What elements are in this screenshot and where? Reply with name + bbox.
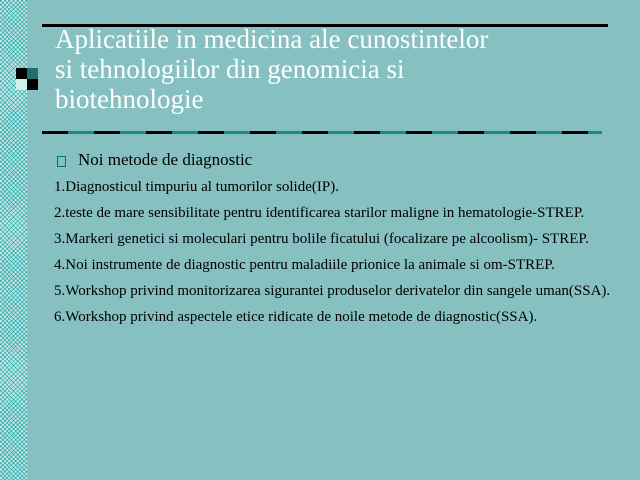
slide-body — [54, 150, 614, 335]
section-heading-text: Noi metode de diagnostic — [78, 150, 253, 169]
title-underline — [42, 131, 602, 134]
list-item-4: 4.Noi instrumente de diagnostic pentru maladiile prionice la animale si om-STREP. — [54, 257, 555, 273]
square-bullet-icon — [57, 156, 66, 167]
list-item-6: 6.Workshop privind aspectele etice ridicate de noile metode de diagnostic(SSA). — [54, 309, 538, 325]
title-line-1: Aplicatiile in medicina ale cunostintelor — [55, 24, 489, 54]
title-line-2: si tehnologiilor din genomicia si — [55, 54, 405, 84]
list-item-2: 2.teste de mare sensibilitate pentru identificarea starilor maligne in hematologie-STREP. — [54, 205, 585, 221]
list-item-5: 5.Workshop privind monitorizarea sigurantei produselor derivatelor din sangele uman(SSA). — [54, 283, 611, 299]
title-line-3: biotehnologie — [55, 84, 204, 114]
list-item-3: 3.Markeri genetici si moleculari pentru bolile ficatului (focalizare pe alcoolism)- STREP. — [54, 231, 589, 247]
section-heading — [54, 150, 614, 170]
list-item-1: 1.Diagnosticul timpuriu al tumorilor solide(IP). — [54, 179, 339, 195]
slide-title — [55, 24, 615, 114]
checkered-squares-icon — [16, 68, 38, 90]
